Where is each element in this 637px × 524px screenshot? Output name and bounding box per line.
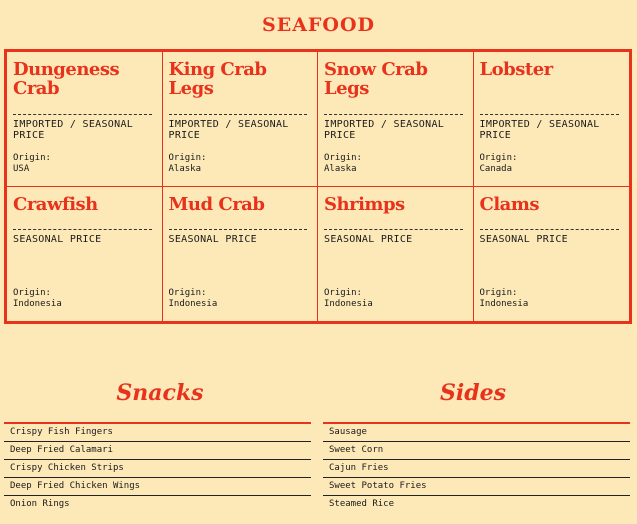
list-item: Crispy Chicken Strips: [4, 459, 311, 477]
seafood-item-king-crab-legs: [163, 52, 319, 187]
seafood-item-mud-crab: [163, 187, 319, 322]
item-name: Shrimps: [324, 193, 405, 215]
origin-label: Origin:: [168, 287, 207, 298]
list-item: Sweet Corn: [323, 441, 630, 459]
divider: [169, 114, 308, 115]
origin-value: Canada: [479, 164, 513, 174]
divider: [480, 229, 620, 230]
sides-list: [323, 422, 630, 513]
list-item: Sweet Potato Fries: [323, 477, 630, 495]
seafood-grid: [4, 49, 632, 324]
divider: [324, 229, 463, 230]
item-name: Clams: [479, 193, 540, 215]
item-price: SEASONAL PRICE: [168, 233, 257, 245]
origin-value: Indonesia: [168, 298, 218, 309]
list-item: Sausage: [323, 422, 630, 441]
divider: [480, 114, 620, 115]
section-title: SEAFOOD: [261, 14, 375, 36]
list-item: Cajun Fries: [323, 459, 630, 477]
item-name: Lobster: [479, 59, 553, 80]
seafood-item-clams: [474, 187, 630, 322]
divider: [13, 229, 152, 230]
list-item: Deep Fried Calamari: [4, 441, 311, 459]
origin-label: Origin:: [168, 153, 207, 163]
item-price: SEASONAL PRICE: [479, 233, 568, 245]
item-price: IMPORTED / SEASONAL PRICE: [13, 119, 134, 141]
origin-value: Alaska: [324, 164, 357, 174]
origin-value: Indonesia: [479, 298, 529, 309]
sides-title: Sides: [439, 380, 506, 406]
snacks-list: [4, 422, 311, 513]
item-name: Snow Crab Legs: [324, 59, 428, 99]
item-price: IMPORTED / SEASONAL PRICE: [324, 119, 445, 141]
origin-value: Indonesia: [324, 298, 373, 309]
divider: [13, 114, 152, 115]
item-name: King Crab Legs: [168, 59, 267, 99]
origin-label: Origin:: [479, 287, 518, 298]
item-price: SEASONAL PRICE: [13, 233, 102, 245]
origin-value: USA: [13, 164, 30, 174]
divider: [324, 114, 463, 115]
seafood-item-snow-crab-legs: [318, 52, 474, 187]
origin-label: Origin:: [324, 153, 362, 163]
origin-value: Alaska: [168, 164, 202, 174]
origin-label: Origin:: [479, 153, 518, 163]
item-price: IMPORTED / SEASONAL PRICE: [168, 119, 289, 141]
item-price: IMPORTED / SEASONAL PRICE: [479, 119, 600, 141]
seafood-item-crawfish: [7, 187, 163, 322]
snacks-title: Snacks: [116, 380, 204, 406]
item-price: SEASONAL PRICE: [324, 233, 413, 245]
item-name: Dungeness Crab: [13, 59, 120, 99]
seafood-item-lobster: [474, 52, 630, 187]
divider: [169, 229, 308, 230]
list-item: Steamed Rice: [323, 495, 630, 513]
origin-label: Origin:: [13, 287, 51, 298]
list-item: Deep Fried Chicken Wings: [4, 477, 311, 495]
seafood-item-dungeness-crab: [7, 52, 163, 187]
seafood-item-shrimps: [318, 187, 474, 322]
item-name: Mud Crab: [168, 193, 265, 215]
item-name: Crawfish: [13, 193, 98, 215]
list-item: Crispy Fish Fingers: [4, 422, 311, 441]
origin-label: Origin:: [324, 287, 362, 298]
origin-value: Indonesia: [13, 298, 62, 309]
origin-label: Origin:: [13, 153, 51, 163]
list-item: Onion Rings: [4, 495, 311, 513]
